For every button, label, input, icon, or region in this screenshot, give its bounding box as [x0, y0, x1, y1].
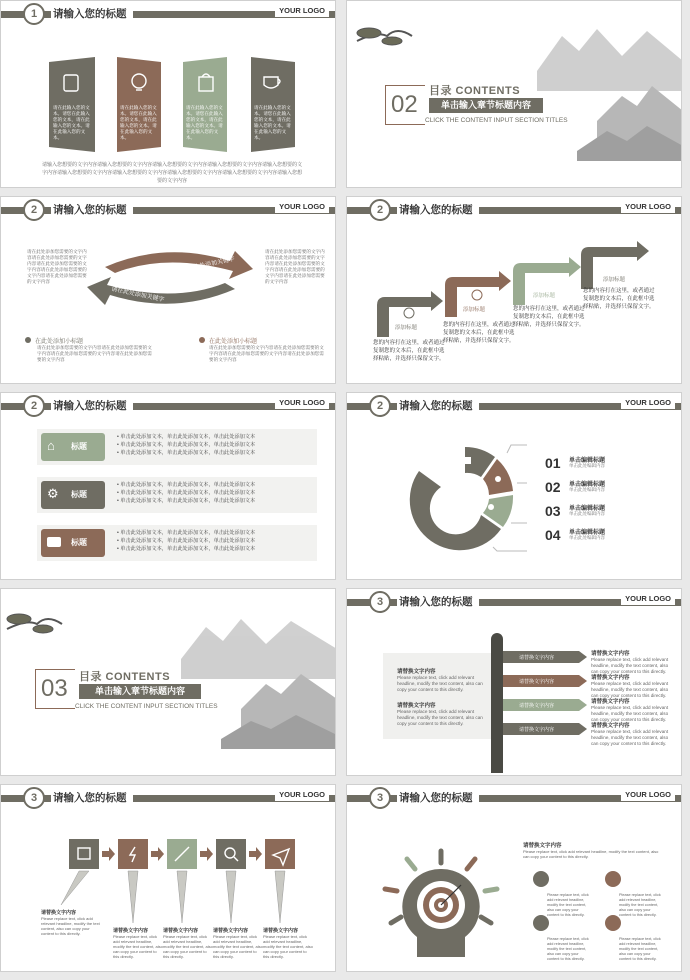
right-item-1 — [591, 649, 671, 675]
item-sub: 单击此处编辑内容 — [569, 463, 605, 468]
arrow-bottom-label: 请在此处添加关键字 — [110, 286, 165, 304]
ring-diagram — [407, 443, 527, 553]
footer-text: 请输入您想要的文字内容请输入您想要的文字内容请输入您想要的文字内容请输入您想要的文字内容请输入您想要的文字内容请输入您想要的文字内容请输入您想要的文字内容请输入您想要的文字内容请输入您想要的文字内容请输入您想要的文字内容 — [41, 162, 302, 184]
logo: YOUR LOGO — [621, 201, 675, 213]
step-box-1 — [69, 839, 99, 869]
step-1-text: 您的内容打在这里，或者通过复制您的文本后，在此框中选择粘贴，并选择只保留文字。 — [373, 340, 445, 362]
contents-english: CLICK THE CONTENT INPUT SECTION TITLES — [75, 703, 218, 710]
slide-header — [1, 5, 335, 23]
box-text-1: Please replace text, click add relevant headline, modify the text content, also can copy your content to this directly. — [397, 675, 483, 692]
slide-title: 请输入您的标题 — [51, 398, 133, 414]
tree-icon — [605, 915, 621, 931]
contents-subtitle[interactable]: 单击输入章节标题内容 — [79, 684, 201, 699]
sign-3-label: 请替换文字内容 — [519, 703, 555, 709]
subtitle-1-text: 请在此处添加您需要的文字内容请在此处添加您需要的文字内容请在此处添加您需要的文字内容请在此处添加您需要的文字内容 — [37, 345, 152, 362]
bulb-text: Please replace text, click add relevant headline, modify the text content, also can copy your content to this directly. — [523, 849, 659, 859]
caption-text: Please replace text, click add relevant headline, modify the text content, also can copy your content to this directly. — [41, 916, 100, 936]
right-item-title: 请替换文字内容 — [591, 651, 630, 657]
item-title: 单击编辑标题 — [569, 482, 606, 488]
right-item-4 — [591, 721, 671, 747]
slide-title: 请输入您的标题 — [51, 202, 133, 218]
section-number: 3 — [23, 787, 45, 809]
contents-english: CLICK THE CONTENT INPUT SECTION TITLES — [425, 117, 568, 124]
slide-5[interactable] — [0, 392, 336, 580]
contents-number: 03 — [41, 675, 68, 702]
item-number: 01 — [545, 455, 561, 471]
flow-arrow-1 — [102, 847, 115, 861]
slide-header — [347, 593, 681, 611]
slide-3[interactable] — [0, 196, 336, 384]
item-title: 单击编辑标题 — [569, 458, 606, 464]
slide-title: 请输入您的标题 — [397, 790, 479, 806]
logo: YOUR LOGO — [621, 593, 675, 605]
pointer-5 — [275, 871, 285, 923]
caption-text: Please replace text, click add relevant headline, modify the text content, also can copy your content to this directly. — [163, 934, 213, 959]
row-3[interactable] — [37, 525, 317, 561]
briefcase-icon — [47, 537, 61, 547]
step-caption-1 — [41, 909, 101, 936]
caption-title: 请替换文字内容 — [113, 928, 149, 934]
item-number: 03 — [545, 503, 561, 519]
slide-title: 请输入您的标题 — [397, 594, 479, 610]
pointer-1 — [61, 871, 89, 905]
subtitle-2-dot — [199, 337, 205, 343]
item-sub: 单击此处编辑内容 — [569, 511, 605, 516]
step-box-2 — [118, 839, 148, 869]
subtitle-2-text: 请在此处添加您需要的文字内容请在此处添加您需要的文字内容请在此处添加您需要的文字内容请在此处添加您需要的文字内容 — [209, 345, 324, 362]
slide-header — [1, 201, 335, 219]
text-box — [383, 653, 495, 739]
logo: YOUR LOGO — [275, 5, 329, 17]
slide-10[interactable] — [346, 784, 682, 972]
row-2-label: 标题 — [71, 490, 87, 499]
tree-icon — [605, 871, 621, 887]
item-sub: 单击此处编辑内容 — [569, 487, 605, 492]
tree-icon — [533, 915, 549, 931]
quad-text: Please replace text, click add relevant headline, modify the text content, also can copy your content to this directly. — [619, 893, 661, 917]
contents-heading: 目录 CONTENTS — [429, 85, 521, 97]
bulb-title: 请替换文字内容 — [523, 843, 562, 849]
right-item-text: Please replace text, click add relevant headline, modify the text content, also can copy your content to this directly. — [591, 705, 669, 722]
step-box-4 — [216, 839, 246, 869]
right-item-2 — [591, 673, 671, 699]
section-number: 2 — [23, 395, 45, 417]
contents-number: 02 — [391, 91, 418, 118]
subtitle-1-dot — [25, 337, 31, 343]
slide-2[interactable] — [346, 0, 682, 188]
right-item-3 — [591, 697, 671, 723]
slide-title: 请输入您的标题 — [51, 790, 133, 806]
shape-2-text: 请在此输入您的文本。请您在此输入您的文本，请在此输入您的文本。请在此输入您的文本。 — [120, 105, 157, 140]
right-item-text: Please replace text, click add relevant headline, modify the text content, also can copy your content to this directly. — [591, 729, 669, 746]
item-title: 单击编辑标题 — [569, 506, 606, 512]
step-caption-3 — [163, 927, 213, 959]
tree-icon — [533, 871, 549, 887]
contents-subtitle[interactable]: 单击输入章节标题内容 — [429, 98, 543, 113]
pointer-2 — [128, 871, 138, 923]
right-item-text: Please replace text, click add relevant headline, modify the text content, also can copy your content to this directly. — [591, 681, 669, 698]
item-title: 单击编辑标题 — [569, 530, 606, 536]
caption-title: 请替换文字内容 — [213, 928, 249, 934]
right-item-title: 请替换文字内容 — [591, 699, 630, 705]
step-caption-4 — [213, 927, 263, 959]
step-caption-2 — [113, 927, 163, 959]
item-number: 02 — [545, 479, 561, 495]
gears-icon: ⚙ — [47, 486, 59, 501]
caption-title: 请替换文字内容 — [263, 928, 299, 934]
section-number: 3 — [369, 591, 391, 613]
slide-8[interactable] — [346, 588, 682, 776]
step-1-label: 添加标题 — [395, 325, 418, 331]
contents-heading: 目录 CONTENTS — [79, 671, 171, 683]
shape-1-text: 请在此输入您的文本。请您在此输入您的文本，请在此输入您的文本。请在此输入您的文本。 — [53, 105, 90, 140]
logo: YOUR LOGO — [275, 201, 329, 213]
right-item-title: 请替换文字内容 — [591, 675, 630, 681]
row-3-label: 标题 — [71, 538, 87, 547]
flow-arrow-4 — [249, 847, 262, 861]
logo: YOUR LOGO — [275, 397, 329, 409]
caption-text: Please replace text, click add relevant headline, modify the text content, also can copy your content to this directly. — [113, 934, 163, 959]
caption-title: 请替换文字内容 — [41, 910, 77, 916]
box-title-2: 请替换文字内容 — [397, 703, 436, 709]
caption-text: Please replace text, click add relevant headline, modify the text content, also can copy your content to this directly. — [213, 934, 263, 959]
slide-6[interactable] — [346, 392, 682, 580]
row-1-label: 标题 — [71, 442, 87, 451]
wand-icon — [488, 504, 494, 510]
pointer-3 — [177, 871, 187, 923]
home-icon: ⌂ — [47, 438, 55, 453]
box-title-1: 请替换文字内容 — [397, 669, 436, 675]
logo: YOUR LOGO — [621, 397, 675, 409]
left-text: 请在此处添加您需要的文字内容请在此处添加您需要的文字内容请在此处添加您需要的文字内容请在此处添加您需要的文字内容请在此处添加您需要的文字内容 — [27, 249, 87, 284]
slide-header — [347, 789, 681, 807]
logo: YOUR LOGO — [621, 789, 675, 801]
pointer-4 — [226, 871, 236, 923]
row-2-bullets: • 单击此处添加文本，单击此处添加文本，单击此处添加文本 • 单击此处添加文本，单击此处添加文本，单击此处添加文本 • 单击此处添加文本，单击此处添加文本，单击此处添加文本 — [117, 482, 256, 504]
right-text: 请在此处添加您需要的文字内容请在此处添加您需要的文字内容请在此处添加您需要的文字内容请在此处添加您需要的文字内容请在此处添加您需要的文字内容 — [265, 249, 325, 284]
section-number: 2 — [369, 395, 391, 417]
item-number: 04 — [545, 527, 561, 543]
row-1[interactable] — [37, 429, 317, 465]
flow-arrow-3 — [200, 847, 213, 861]
item-sub: 单击此处编辑内容 — [569, 535, 605, 540]
slide-4[interactable] — [346, 196, 682, 384]
arrow-top-label: 请在此处添加关键字 — [181, 256, 236, 274]
step-2-label: 添加标题 — [463, 307, 486, 313]
subtitle-2: 在此处添加小标题 — [209, 339, 258, 345]
signpost-pole — [491, 633, 503, 773]
pin-icon — [495, 476, 501, 482]
step-caption-5 — [263, 927, 313, 959]
step-2-text: 您的内容打在这里，或者通过复制您的文本后，在此框中选择粘贴，并选择只保留文字。 — [443, 322, 515, 344]
shape-3-text: 请在此输入您的文本。请您在此输入您的文本，请在此输入您的文本。请在此输入您的文本。 — [186, 105, 223, 140]
slide-1[interactable] — [0, 0, 336, 188]
quad-text: Please replace text, click add relevant headline, modify the text content, also can copy your content to this directly. — [547, 937, 589, 961]
step-3-label: 添加标题 — [533, 293, 556, 299]
caption-text: Please replace text, click add relevant headline, modify the text content, also can copy your content to this directly. — [263, 934, 313, 959]
sign-4-label: 请替换文字内容 — [519, 727, 555, 733]
flow-arrow-2 — [151, 847, 164, 861]
logo: YOUR LOGO — [275, 789, 329, 801]
section-number: 3 — [369, 787, 391, 809]
row-2[interactable] — [37, 477, 317, 513]
row-3-bullets: • 单击此处添加文本，单击此处添加文本，单击此处添加文本 • 单击此处添加文本，单击此处添加文本，单击此处添加文本 • 单击此处添加文本，单击此处添加文本，单击此处添加文本 — [117, 530, 256, 552]
step-box-5 — [265, 839, 295, 869]
slide-9[interactable] — [0, 784, 336, 972]
slide-7[interactable] — [0, 588, 336, 776]
step-4-label: 添加标题 — [603, 277, 626, 283]
quad-text: Please replace text, click add relevant headline, modify the text content, also can copy your content to this directly. — [619, 937, 661, 961]
caption-title: 请替换文字内容 — [163, 928, 199, 934]
signpost-arrows — [503, 651, 587, 751]
section-number: 2 — [23, 199, 45, 221]
slide-title: 请输入您的标题 — [397, 202, 479, 218]
section-number: 2 — [369, 199, 391, 221]
slide-title: 请输入您的标题 — [51, 6, 133, 22]
subtitle-1: 在此处添加小标题 — [35, 339, 84, 345]
slide-title: 请输入您的标题 — [397, 398, 479, 414]
slide-header — [347, 397, 681, 415]
step-4-text: 您的内容打在这里，或者通过复制您的文本后，在此框中选择粘贴，并选择只保留文字。 — [583, 288, 655, 310]
mail-icon — [461, 457, 471, 464]
pencil-icon — [404, 308, 414, 318]
sign-1-label: 请替换文字内容 — [519, 655, 555, 661]
shape-4-text: 请在此输入您的文本。请您在此输入您的文本，请在此输入您的文本。请在此输入您的文本。 — [254, 105, 291, 140]
right-item-title: 请替换文字内容 — [591, 723, 630, 729]
clip-icon — [472, 290, 482, 300]
quad-text: Please replace text, click add relevant headline, modify the text content, also can copy your content to this directly. — [547, 893, 589, 917]
row-1-bullets: • 单击此处添加文本，单击此处添加文本，单击此处添加文本 • 单击此处添加文本，单击此处添加文本，单击此处添加文本 • 单击此处添加文本，单击此处添加文本，单击此处添加文本 — [117, 434, 256, 456]
camera-icon — [461, 523, 469, 531]
box-text-2: Please replace text, click add relevant headline, modify the text content, also can copy your content to this directly. — [397, 709, 483, 726]
slide-header — [1, 397, 335, 415]
lightbulb-diagram — [377, 845, 507, 969]
right-item-text: Please replace text, click add relevant headline, modify the text content, also can copy your content to this directly. — [591, 657, 669, 674]
section-number: 1 — [23, 3, 45, 25]
sign-2-label: 请替换文字内容 — [519, 679, 555, 685]
step-3-text: 您的内容打在这里，或者通过复制您的文本后，在此框中选择粘贴，并选择只保留文字。 — [513, 306, 585, 328]
